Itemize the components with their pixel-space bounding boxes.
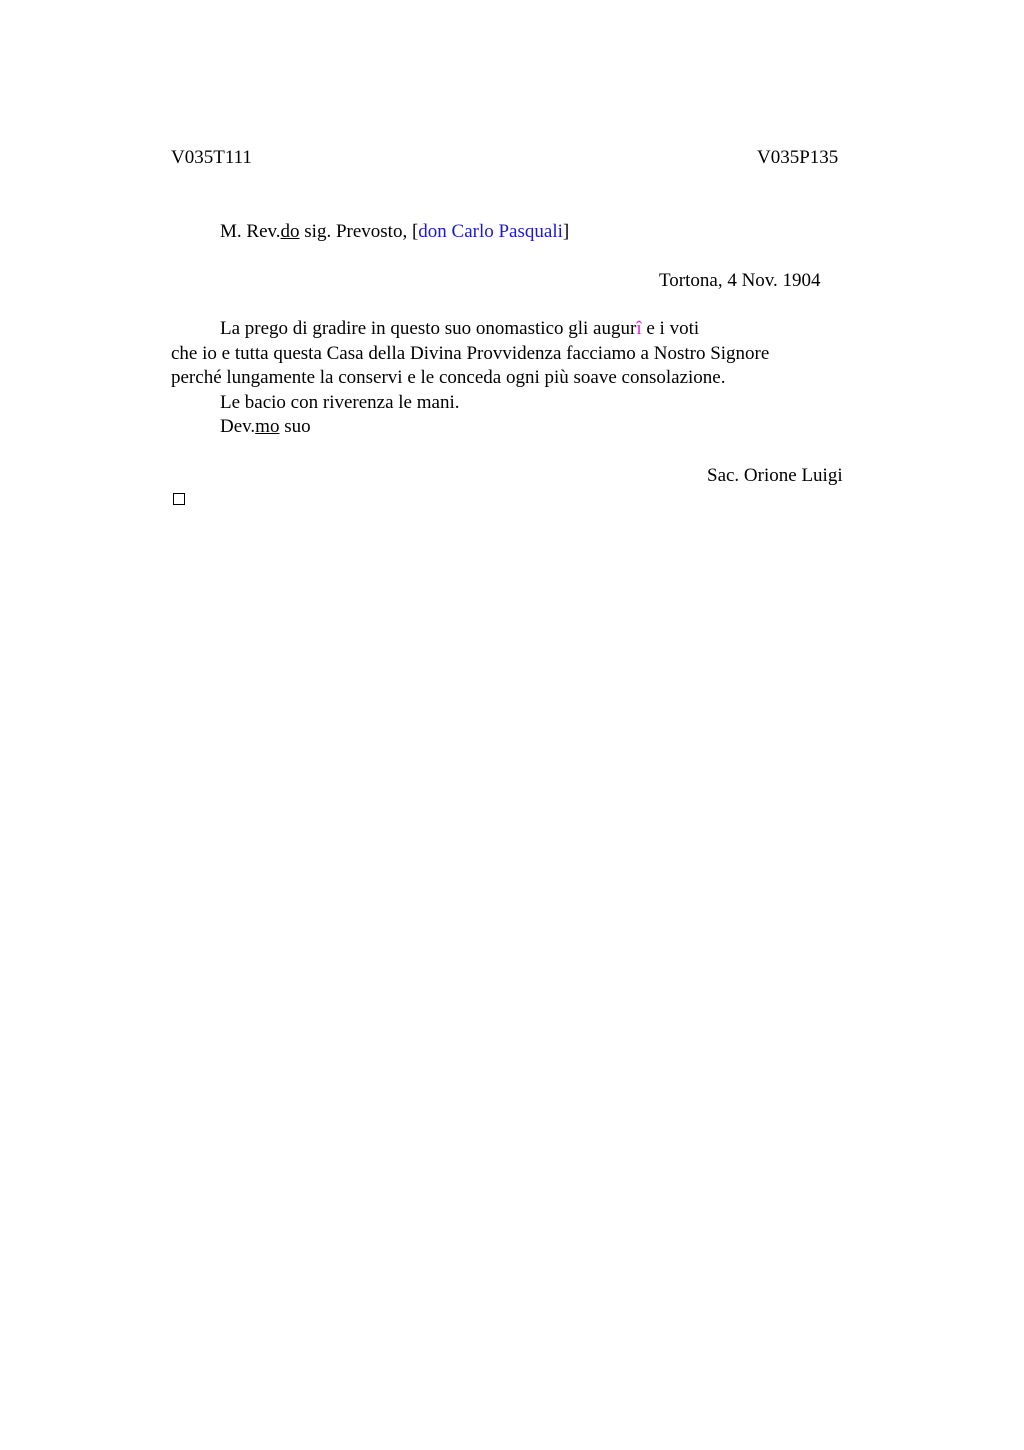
body-line-3: perché lungamente la conservi e le conceda ogni più soave consolazione. [171, 367, 726, 388]
body-line-2: che io e tutta questa Casa della Divina Provvidenza facciamo a Nostro Signore [171, 342, 770, 364]
salutation-suffix: ] [562, 221, 570, 242]
closing-line [171, 415, 769, 440]
editorial-mark: î [636, 318, 642, 339]
closing-prefix: Dev. [220, 416, 256, 437]
salutation-abbreviation: do [280, 221, 300, 242]
end-marker-box [173, 493, 185, 505]
body-line-4: Le bacio con riverenza le mani. [220, 391, 460, 413]
closing-suffix: suo [279, 416, 311, 437]
salutation [220, 220, 569, 244]
signature: Sac. Orione Luigi [707, 465, 843, 486]
letter-date: Tortona, 4 Nov. 1904 [659, 270, 821, 291]
letter-body [171, 317, 769, 440]
body-line-1-end: e i voti [641, 318, 700, 339]
document-code-left: V035T111 [171, 147, 252, 168]
body-line-1-text: La prego di gradire in questo suo onomastico gli augur [220, 318, 637, 339]
salutation-prefix: M. Rev. [220, 221, 281, 242]
body-line-1 [171, 317, 769, 342]
document-code-right: V035P135 [757, 147, 839, 168]
closing-abbreviation: mo [255, 416, 280, 437]
addressee-name: don Carlo Pasquali [418, 221, 563, 242]
salutation-middle: sig. Prevosto, [ [299, 221, 419, 242]
